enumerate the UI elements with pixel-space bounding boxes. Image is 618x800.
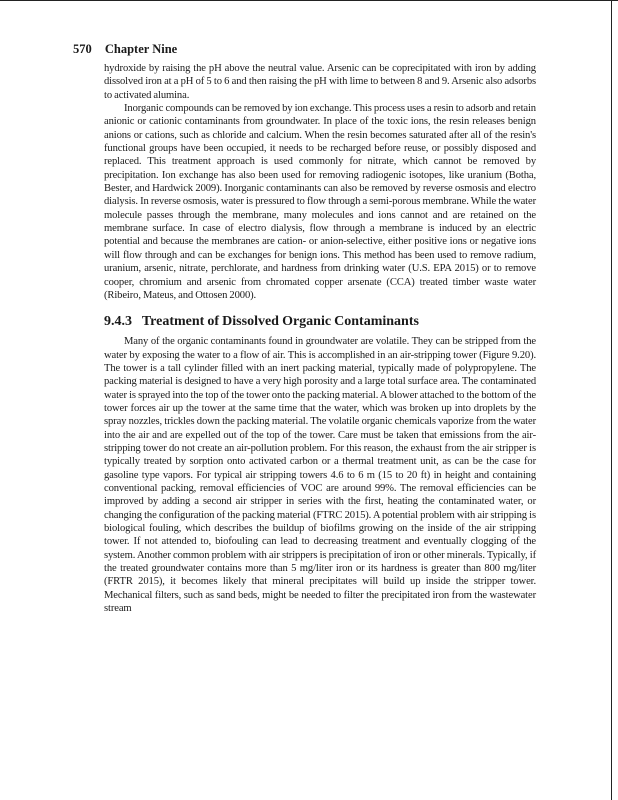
scan-edge-right <box>611 0 612 800</box>
running-header <box>73 42 177 57</box>
chapter-title: Chapter Nine <box>104 42 178 56</box>
scan-edge-top <box>0 0 618 1</box>
section-heading <box>104 314 536 330</box>
body-text <box>104 62 536 615</box>
section-number: 9.4.3 <box>104 314 132 330</box>
section-title: Treatment of Dissolved Organic Contaminants <box>141 314 419 330</box>
paragraph-air-stripping: Many of the organic contaminants found in groundwater are volatile. They can be stripped from the water by exposing the water to a flow of air. This is accomplished in an air-stripping tower (Figure 9.20). The tower is a tall cylinder filled with an inert packing material, typically made of polypropylene. The packing material is designed to have a very high porosity and a large total surface area. The contaminated water is sprayed into the top of the tower onto the packing material. A blower attached to the bottom of the tower forces air up the tower at the same time that the water, which was broken up into droplets by the spray nozzles, trickles down the packing material. The volatile organic chemicals vaporize from the water into the air and are expelled out of the top of the tower. Care must be taken that emissions from the air-stripping tower do not create an air-pollution problem. For this reason, the exhaust from the air stripper is typically treated by sorption onto activated carbon or a thermal treatment unit, as can be the case for gasoline type vapors. For typical air stripping towers 4.6 to 6 m (15 to 20 ft) in height and containing conventional packing, removal efficiencies of VOC are around 99%. The removal efficiencies can be improved by adding a second air stripper in series with the first, heating the contaminated water, or changing the configuration of the packing material (FTRC 2015). A potential problem with air stripping is biological fouling, which describes the buildup of biofilms growing on the inside of the air stripping tower. If not attended to, biofouling can lead to decreasing treatment and eventually clogging of the system. Another common problem with air strippers is precipitation of iron or other minerals. Typically, if the treated groundwater contains more than 5 mg/liter iron or its hardness is greater than 800 mg/liter (FRTR 2015), it becomes likely that mineral precipitates will build up inside the stripper tower. Mechanical filters, such as sand beds, might be needed to filter the precipitated iron from the wastewater stream <box>104 336 536 615</box>
paragraph-continuation: hydroxide by raising the pH above the neutral value. Arsenic can be coprecipitated with iron by adding dissolved iron at a pH of 5 to 6 and then raising the pH with lime to between 8 and 9. Arsenic also adsorbs to activated alumina. <box>104 63 536 101</box>
paragraph-ion-exchange: Inorganic compounds can be removed by ion exchange. This process uses a resin to adsorb and retain anionic or cationic contaminants from groundwater. In place of the toxic ions, the resin releases benign anions or cations, such as chloride and calcium. When the resin becomes saturated after all of the resin's functional groups have been occupied, it needs to be recharged before reuse, or possibly disposed and replaced. This treatment approach is used commonly for nitrate, which cannot be removed by precipitation. Ion exchange has also been used for removing radiogenic isotopes, like uranium (Botha, Bester, and Hardwick 2009). Inorganic contaminants can also be removed by reverse osmosis and electro dialysis. In reverse osmosis, water is pressured to flow through a semi-porous membrane. While the water molecule passes through the membrane, many molecules and ions cannot and are retained on the membrane surface. In case of electro dialysis, flow through a membrane is induced by an electric potential and because the membranes are cation- or anion-selective, either positive ions or negative ions will flow through and can be exchanges for benign ions. This method has been used to remove radium, uranium, arsenic, nitrate, perchlorate, and hardness from drinking water (U.S. EPA 2015) or to remove cooper, chromium and arsenic from chromated copper arsenate (CCA) treated timber waste water (Ribeiro, Mateus, and Ottosen 2000). <box>104 103 536 301</box>
page-number: 570 <box>73 42 92 56</box>
